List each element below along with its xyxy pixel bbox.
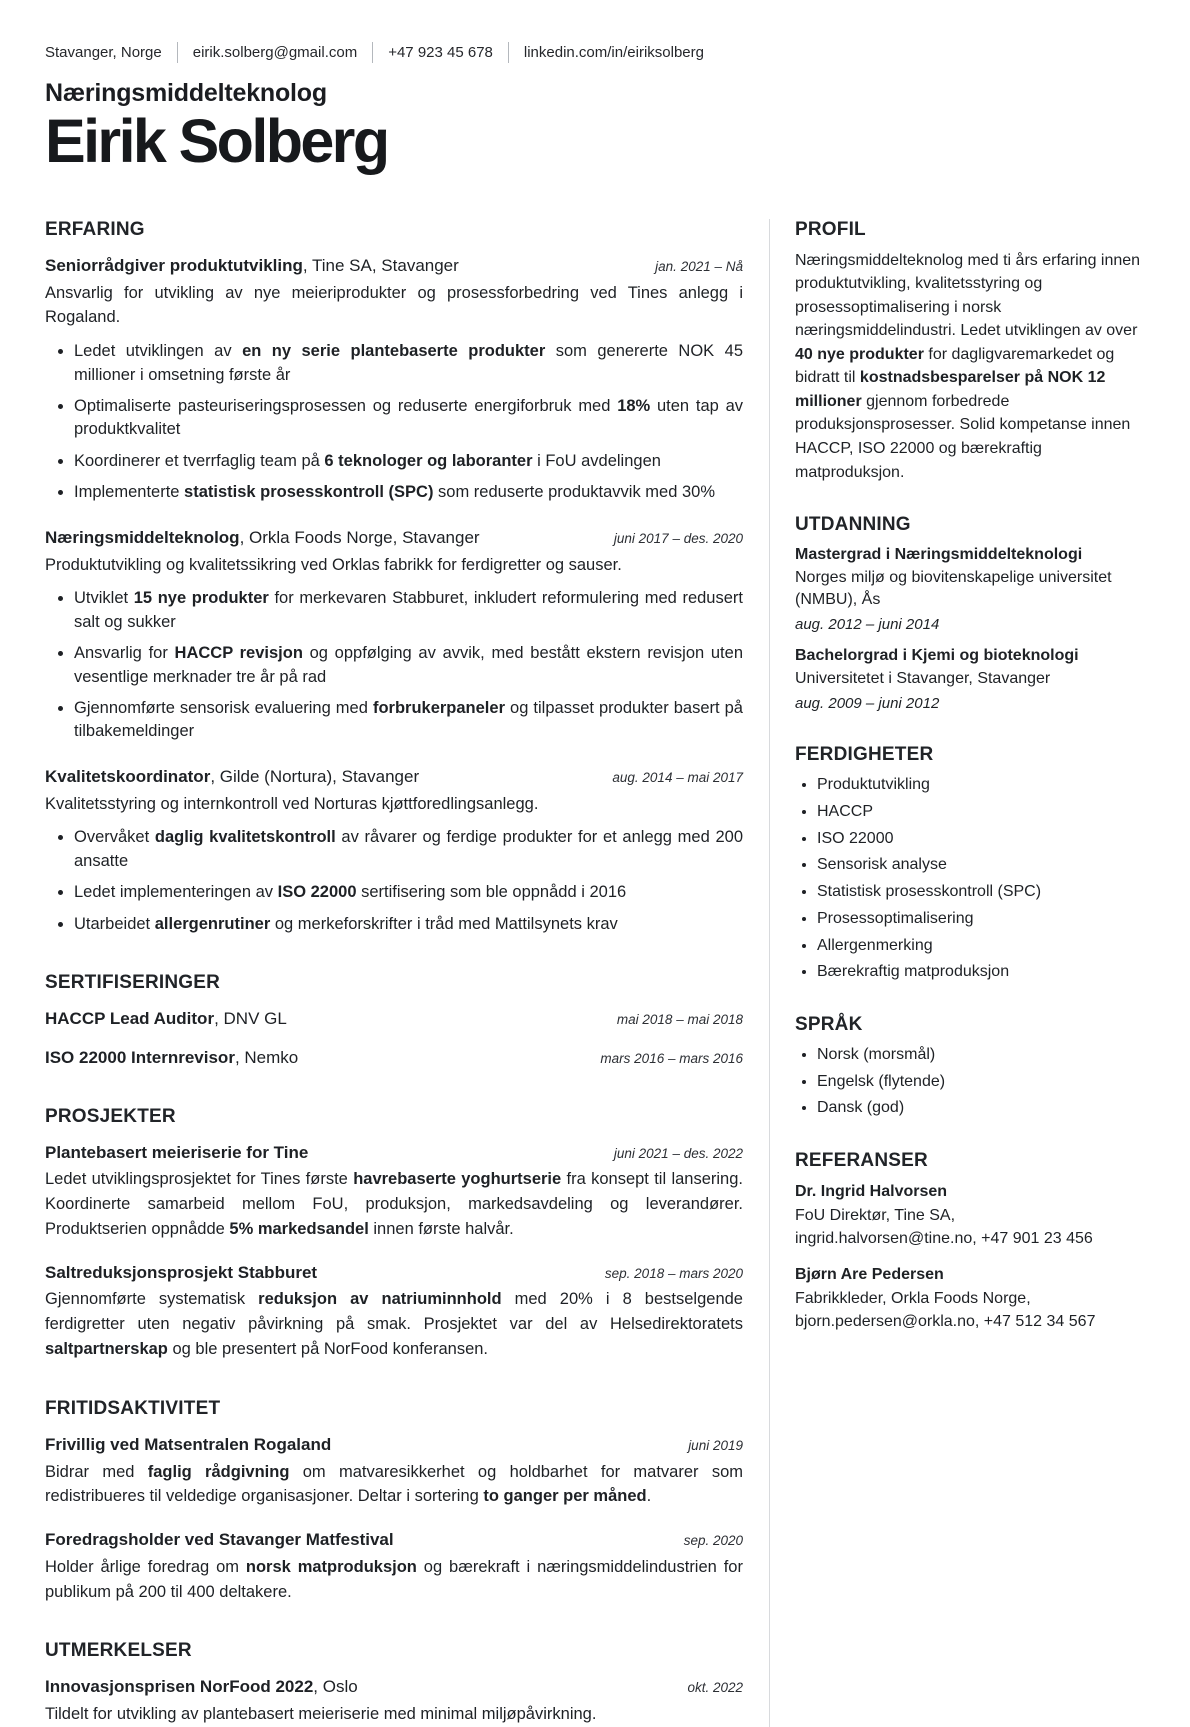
award-date: okt. 2022 [687,1680,743,1696]
job-bullet: • Koordinerer et tverrfaglig team på 6 teknologer og laboranter i FoU avdelingen [74,450,743,473]
entry-head [45,1261,743,1285]
job-bullet: • Ansvarlig for HACCP revisjon og oppfølging av avvik, med bestått ekstern revisjon uten vesentlige merknader tre år på rad [74,642,743,689]
entry-head [45,526,743,550]
project-date: sep. 2018 – mars 2020 [604,1265,743,1281]
skills-list [795,774,1145,984]
language-item: • Norsk (morsmål) [817,1044,1145,1067]
skill-item: • Produktutvikling [817,774,1145,797]
job-summary: Kvalitetsstyring og internkontroll ved Norturas kjøttforedlingsanlegg. [45,794,539,813]
contact-email: eirik.solberg@gmail.com [192,44,358,61]
contact-separator [508,42,509,63]
school-name: Norges miljø og biovitenskapelige universitet (NMBU), Ås [795,568,1112,609]
school-name: Universitetet i Stavanger, Stavanger [795,670,1051,688]
job-summary: Produktutvikling og kvalitetssikring ved Orklas fabrikk for ferdigretter og sauser. [45,555,622,574]
skill-item: • HACCP [817,801,1145,824]
references-section [795,1150,1145,1333]
section-title-referanser: REFERANSER [795,1150,928,1172]
activity-entry [45,1528,743,1604]
reference-role: Fabrikkleder, Orkla Foods Norge, [795,1289,1031,1307]
award-entry [45,1675,743,1727]
activity-description: Bidrar med faglig rådgivning om matvaresikkerhet og holdbarhet for matvarer som redistribueres til veldedige organisasjoner. Deltar i sortering to ganger per måned. [45,1462,744,1506]
section-title-utdanning: UTDANNING [795,514,911,536]
job-bullet-list [45,587,743,744]
job-bullet: • Gjennomførte sensorisk evaluering med forbrukerpaneler og tilpasset produkter basert på tilbakemeldinger [74,697,743,744]
skills-section [795,744,1145,984]
section-title-erfaring: ERFARING [45,218,145,240]
certification-date: mars 2016 – mars 2016 [600,1050,743,1066]
education-date: aug. 2009 – juni 2012 [795,694,940,712]
education-entry [795,544,1145,635]
section-title-utmerkelser: UTMERKELSER [45,1640,192,1662]
awards-section [45,1640,743,1727]
entry-head [45,1141,743,1165]
job-date: juni 2017 – des. 2020 [613,530,743,546]
degree-title: Mastergrad i Næringsmiddelteknologi [795,546,1083,564]
job-title: Seniorrådgiver produktutvikling, Tine SA, Stavanger [45,255,459,275]
job-bullet-list [45,340,743,505]
entry-head [45,1433,743,1457]
certification-date: mai 2018 – mai 2018 [616,1012,743,1028]
contact-linkedin: linkedin.com/in/eiriksolberg [523,44,704,61]
certification-title: HACCP Lead Auditor, DNV GL [45,1009,287,1029]
certification-title: ISO 22000 Internrevisor, Nemko [45,1047,299,1067]
job-bullet: • Implementerte statistisk prosesskontroll (SPC) som reduserte produktavvik med 30% [74,481,743,504]
award-description: Tildelt for utvikling av plantebasert meieriserie med minimal miljøpåvirkning. [45,1705,597,1724]
header [45,42,1145,175]
project-title: Saltreduksjonsprosjekt Stabburet [45,1262,318,1282]
section-title-sprak: SPRÅK [795,1013,863,1035]
reference-role: FoU Direktør, Tine SA, [795,1207,956,1225]
volunteer-section [45,1398,743,1605]
activity-date: sep. 2020 [683,1533,743,1548]
language-item: • Engelsk (flytende) [817,1071,1145,1094]
job-title: Kvalitetskoordinator, Gilde (Nortura), Stavanger [45,766,420,786]
section-title-ferdigheter: FERDIGHETER [795,744,934,766]
skill-item: • ISO 22000 [817,828,1145,851]
activity-title: Frivillig ved Matsentralen Rogaland [45,1434,332,1454]
profile-section [795,219,1145,484]
job-date: aug. 2014 – mai 2017 [612,769,743,785]
job-title: Næringsmiddelteknolog, Orkla Foods Norge, Stavanger [45,527,480,547]
skill-item: • Statistisk prosesskontroll (SPC) [817,881,1145,904]
skill-item: • Bærekraftig matproduksjon [817,961,1145,984]
person-name: Eirik Solberg [45,107,388,175]
job-bullet-list [45,826,743,936]
contact-row [45,42,1145,63]
activity-description: Holder årlige foredrag om norsk matproduksjon og bærekraft i næringsmiddelindustrien for publikum på 200 til 400 deltakere. [45,1557,743,1601]
job-entry [45,254,743,505]
contact-phone: +47 923 45 678 [388,44,493,61]
experience-section [45,219,743,936]
contact-separator [372,42,373,63]
left-column [45,219,743,1727]
reference-entry [795,1263,1145,1333]
entry-head [45,1675,743,1699]
reference-contact: ingrid.halvorsen@tine.no, +47 901 23 456 [795,1230,1093,1248]
job-bullet: • Optimaliserte pasteuriseringsprosessen og reduserte energiforbruk med 18% uten tap av produktkvalitet [74,395,743,442]
section-title-fritidsaktivitet: FRITIDSAKTIVITET [45,1397,221,1419]
award-title: Innovasjonsprisen NorFood 2022, Oslo [45,1677,358,1697]
languages-section [795,1014,1145,1120]
job-bullet: • Ledet utviklingen av en ny serie plantebaserte produkter som genererte NOK 45 millioner i omsetning første år [74,340,743,387]
entry-head [45,1528,743,1552]
entry-head [45,254,743,278]
right-column [769,219,1145,1727]
certification-entry [45,1046,743,1070]
reference-entry [795,1180,1145,1250]
project-description: Ledet utviklingsprosjektet for Tines første havrebaserte yoghurtserie fra konsept til lansering. Koordinerte samarbeid mellom FoU, produksjon, markedsavdeling og leverandører. Produktserien oppnådde 5% markedsandel innen første halvår. [45,1170,743,1238]
degree-title: Bachelorgrad i Kjemi og bioteknologi [795,647,1079,665]
job-date: jan. 2021 – Nå [655,258,743,274]
activity-date: juni 2019 [688,1437,743,1453]
project-description: Gjennomførte systematisk reduksjon av natriuminnhold med 20% i 8 bestselgende ferdigretter uten negativ påvirkning på smak. Prosjektet var del av Helsedirektoratets saltpartnerskap og ble presentert på NorFood konferansen. [45,1290,743,1358]
profile-text: Næringsmiddelteknolog med ti års erfaring innen produktutvikling, kvalitetsstyring og prosessoptimalisering i norsk næringsmiddelindustri. Ledet utviklingen av over 40 nye produkter for dagligvaremarkedet og bidratt til kostnadsbesparelser på NOK 12 millioner gjennom forbedrede produksjonsprosesser. Solid kompetanse innen HACCP, ISO 22000 og bærekraftig matproduksjon. [795,251,1141,481]
reference-name: Bjørn Are Pedersen [795,1265,944,1283]
role-title: Næringsmiddelteknolog [45,79,327,107]
entry-head [45,1007,743,1031]
project-date: juni 2021 – des. 2022 [613,1145,743,1161]
job-bullet: • Utarbeidet allergenrutiner og merkeforskrifter i tråd med Mattilsynets krav [74,913,743,936]
section-title-profil: PROFIL [795,218,866,240]
job-entry [45,765,743,936]
project-entry [45,1141,743,1242]
skill-item: • Sensorisk analyse [817,854,1145,877]
education-entry [795,645,1145,714]
education-section [795,514,1145,714]
job-bullet: • Overvåket daglig kvalitetskontroll av råvarer og ferdige produkter for et anlegg med 200 ansatte [74,826,743,873]
activity-entry [45,1433,743,1509]
job-entry [45,526,743,744]
project-title: Plantebasert meieriserie for Tine [45,1142,309,1162]
job-summary: Ansvarlig for utvikling av nye meieriprodukter og prosessforbedring ved Tines anlegg i Rogaland. [45,283,743,327]
job-bullet: • Utviklet 15 nye produkter for merkevaren Stabburet, inkludert reformulering med redusert salt og sukker [74,587,743,634]
section-title-prosjekter: PROSJEKTER [45,1105,176,1127]
contact-location: Stavanger, Norge [45,44,162,61]
contact-separator [177,42,178,63]
skill-item: • Allergenmerking [817,935,1145,958]
education-date: aug. 2012 – juni 2014 [795,616,940,634]
project-entry [45,1261,743,1362]
activity-title: Foredragsholder ved Stavanger Matfestival [45,1530,394,1549]
columns [45,219,1145,1727]
skill-item: • Prosessoptimalisering [817,908,1145,931]
entry-head [45,765,743,789]
projects-section [45,1106,743,1362]
certification-entry [45,1007,743,1031]
reference-name: Dr. Ingrid Halvorsen [795,1183,948,1201]
job-bullet: • Ledet implementeringen av ISO 22000 sertifisering som ble oppnådd i 2016 [74,881,743,904]
language-item: • Dansk (god) [817,1097,1145,1120]
reference-contact: bjorn.pedersen@orkla.no, +47 512 34 567 [795,1312,1096,1330]
section-title-sertifiseringer: SERTIFISERINGER [45,972,221,994]
certifications-section [45,972,743,1070]
languages-list [795,1044,1145,1120]
entry-head [45,1046,743,1070]
